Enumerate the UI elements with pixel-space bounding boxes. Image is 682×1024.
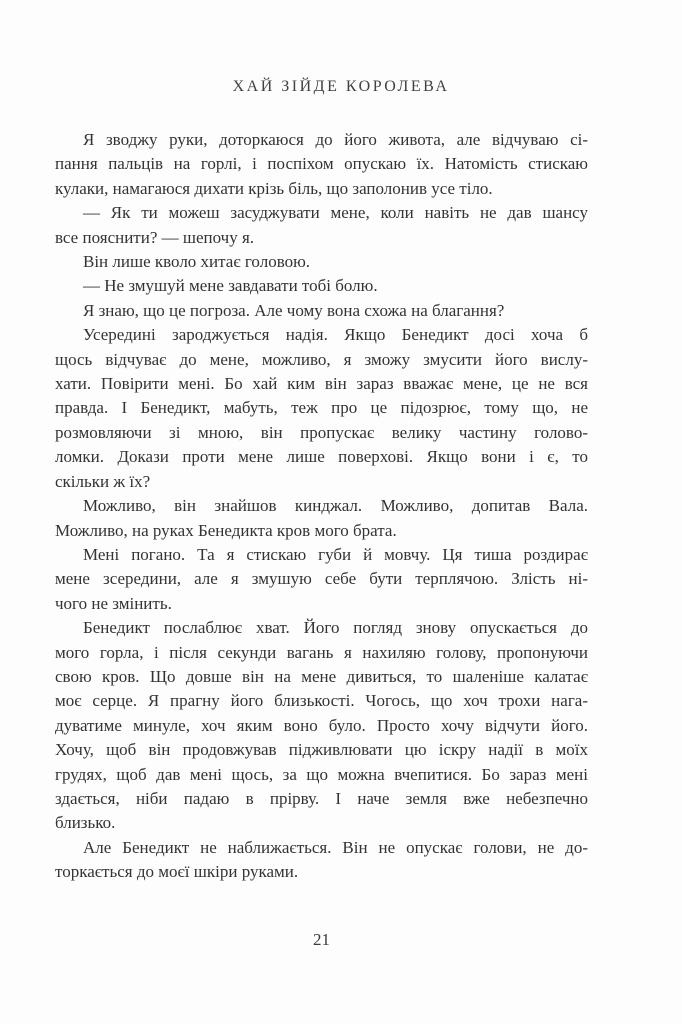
- text-line: пання пальців на горлі, і поспіхом опускаю їх. Натомість стискаю: [55, 154, 588, 174]
- text-line: кулаки, намагаюся дихати крізь біль, що заполонив усе тіло.: [55, 178, 493, 198]
- paragraph: [55, 494, 588, 543]
- text-line: Але Бенедикт не наближається. Він не опускає голови, не до-: [83, 837, 588, 857]
- text-line: моє серце. Я прагну його близькості. Чогось, що хоч трохи нага-: [55, 691, 588, 711]
- text-line: мого горла, і після секунди вагань я нахиляю голову, пропонуючи: [55, 642, 588, 662]
- paragraph: [55, 201, 588, 250]
- text-line: дуватиме минуле, хоч яким воно було. Просто хочу відчути його.: [55, 715, 588, 735]
- text-line: Хочу, щоб він продовжував підживлювати цю іскру надії в моїх: [55, 740, 588, 760]
- text-line: ломки. Докази проти мене лише поверхові. Якщо вони і є, то: [55, 447, 588, 467]
- body-text: [55, 128, 588, 885]
- page-number: 21: [313, 930, 330, 949]
- text-line: правда. І Бенедикт, мабуть, теж про це підозрює, тому що, не: [55, 398, 588, 418]
- paragraph: [55, 836, 588, 885]
- paragraph: [55, 250, 588, 274]
- text-line: хати. Повірити мені. Бо хай ким він зараз вважає мене, це не вся: [55, 374, 588, 394]
- text-line: розмовляючи зі мною, він пропускає велику частину голово-: [55, 422, 588, 442]
- text-line: Я зводжу руки, доторкаюся до його живота, але відчуваю сі-: [83, 130, 588, 149]
- text-line: грудях, щоб дав мені щось, за що можна вчепитися. Бо зараз мені: [55, 764, 588, 784]
- text-line: щось відчуває до мене, можливо, я зможу змусити його вислу-: [55, 349, 588, 369]
- text-line: Можливо, він знайшов кинджал. Можливо, допитав Вала.: [83, 496, 588, 516]
- text-line: близько.: [55, 813, 116, 833]
- text-line: мене зсередини, але я змушую себе бути терплячою. Злість ні-: [55, 569, 588, 589]
- text-line: Я знаю, що це погроза. Але чому вона схожа на благання?: [83, 300, 505, 320]
- text-line: все пояснити? — шепочу я.: [55, 227, 255, 247]
- paragraph: [55, 323, 588, 494]
- text-line: чого не змінить.: [55, 593, 172, 613]
- text-line: здається, ніби падаю в прірву. І наче земля вже небезпечно: [55, 788, 588, 808]
- paragraph: [55, 543, 588, 616]
- paragraph: [55, 128, 588, 201]
- text-line: торкається до моєї шкіри руками.: [55, 862, 299, 882]
- text-line: Усередині зароджується надія. Якщо Бенедикт досі хоча б: [83, 325, 588, 345]
- text-line: свою кров. Що довше він на мене дивиться, то шаленіше калатає: [55, 666, 588, 686]
- text-line: Бенедикт послаблює хват. Його погляд знову опускається до: [83, 618, 588, 638]
- running-head-title: ХАЙ ЗІЙДЕ КОРОЛЕВА: [232, 78, 450, 95]
- text-line: — Як ти можеш засуджувати мене, коли навіть не дав шансу: [83, 203, 588, 223]
- text-line: — Не змушуй мене завдавати тобі болю.: [83, 276, 378, 296]
- text-line: Мені погано. Та я стискаю губи й мовчу. Ця тиша роздирає: [83, 544, 588, 564]
- text-line: Можливо, на руках Бенедикта кров мого брата.: [55, 520, 397, 540]
- paragraph: [55, 299, 588, 323]
- paragraph: [55, 616, 588, 836]
- text-line: Він лише кволо хитає головою.: [83, 252, 311, 272]
- paragraph: [55, 274, 588, 298]
- text-line: скільки ж їх?: [55, 471, 151, 491]
